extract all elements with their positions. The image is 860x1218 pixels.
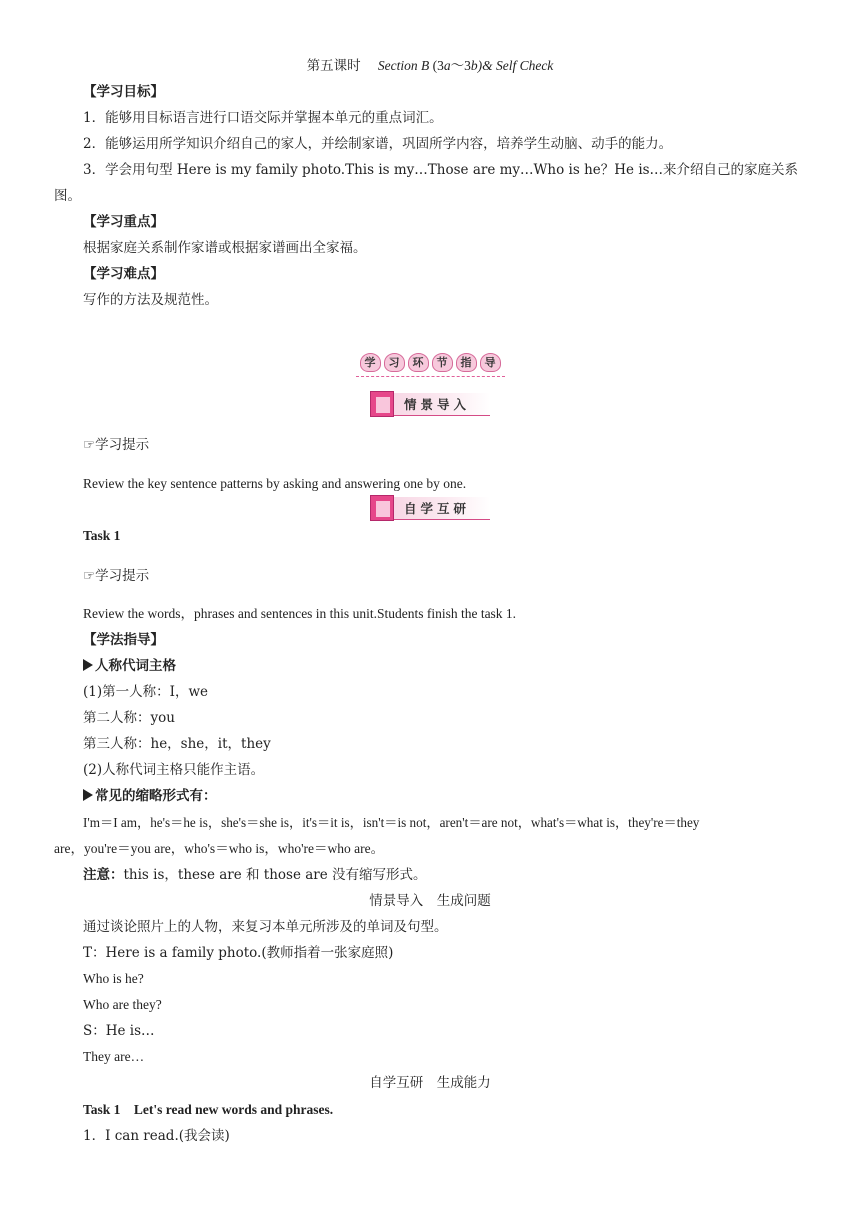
section-tag-box [370,393,490,416]
tip-text-1: Review the key sentence patterns by asking and answering one by one. [83,476,467,491]
guide-chars [356,351,505,377]
tag-square-inner [376,397,390,413]
guide-char: 学 [360,353,381,372]
lesson-heading-self-study: 自学互研 生成能力 [369,1075,491,1091]
difficulty-heading: 【学习难点】 [83,266,164,282]
guide-char: 导 [480,353,501,372]
objective-item-3-line2: 图。 [54,188,81,204]
lesson-heading-scene: 情景导入 生成问题 [369,893,491,909]
tip-label-1: ☞学习提示 [83,437,150,453]
tag-square-inner [376,501,390,517]
task-label: Task 1 [83,528,121,543]
guide-char: 节 [432,353,453,372]
tip-label-2: ☞学习提示 [83,568,150,584]
student-line: S：He is… [83,1023,155,1039]
focus-text: 根据家庭关系制作家谱或根据家谱画出全家福。 [83,240,367,256]
pronoun-heading [83,656,176,676]
lesson-intro: 通过谈论照片上的人物，来复习本单元所涉及的单词及句型。 [83,919,448,935]
task-1-title: Task 1 Let's read new words and phrases. [83,1102,334,1117]
teacher-line: T：Here is a family photo.(教师指着一张家庭照) [83,945,394,961]
pronoun-second: 第二人称：you [83,710,175,726]
method-heading: 【学法指导】 [83,632,164,648]
triangle-bullet-icon [83,789,93,801]
pronoun-rule: (2)人称代词主格只能作主语。 [83,762,265,778]
note-label: 注意： [83,867,124,883]
difficulty-text: 写作的方法及规范性。 [83,292,218,308]
title-a: a [443,58,451,73]
section-tag-scene [0,393,860,416]
section-tag-label: 自学互研 [404,501,471,516]
section-tag-box [370,497,490,520]
title-b: b [470,58,478,73]
guide-char: 指 [456,353,477,372]
title-range-open: (3 [432,58,444,73]
learning-guide-banner [0,351,860,377]
read-item: 1．I can read.(我会读) [83,1128,230,1144]
question-2: Who are they? [83,997,162,1012]
guide-char: 习 [384,353,405,372]
title-section: Section B [377,58,430,73]
section-tag-label: 情景导入 [404,397,471,412]
note-text: this is，these are 和 those are 没有缩写形式。 [123,867,427,883]
pronoun-first: (1)第一人称：I，we [83,684,209,700]
objective-item-2: 2．能够运用所学知识介绍自己的家人，并绘制家谱，巩固所学内容，培养学生动脑、动手的能力。 [83,136,673,152]
title-rest: )& Self Check [477,58,554,73]
note-line [83,865,427,885]
title-cn: 第五课时 [306,58,361,74]
objective-item-3-line1: 3．学会用句型 Here is my family photo.This is my…Those are my…Who is he？He is…来介绍自己的家庭关系 [83,162,799,178]
contraction-heading-text: 常见的缩略形式有： [95,788,217,804]
title-tilde: ～3 [450,58,471,73]
contraction-line-2: are，you're＝you are，who's＝who is，who're＝who are。 [54,841,385,856]
objective-item-1: 1．能够用目标语言进行口语交际并掌握本单元的重点词汇。 [83,110,443,126]
focus-heading: 【学习重点】 [83,214,164,230]
pronoun-third: 第三人称：he，she，it，they [83,736,271,752]
tip-text-2: Review the words，phrases and sentences in this unit.Students finish the task 1. [83,606,517,621]
pronoun-heading-text: 人称代词主格 [95,658,176,674]
contraction-line-1: I'm＝I am，he's＝he is，she's＝she is，it's＝it is，isn't＝is not，aren't＝are not，what's＝what is，they're＝they [83,815,700,830]
lesson-title [0,56,860,76]
contraction-heading [83,786,217,806]
guide-char: 环 [408,353,429,372]
objectives-heading: 【学习目标】 [83,84,164,100]
question-1: Who is he? [83,971,144,986]
answer-2: They are… [83,1049,145,1064]
section-tag-self-study [0,497,860,520]
triangle-bullet-icon [83,659,93,671]
